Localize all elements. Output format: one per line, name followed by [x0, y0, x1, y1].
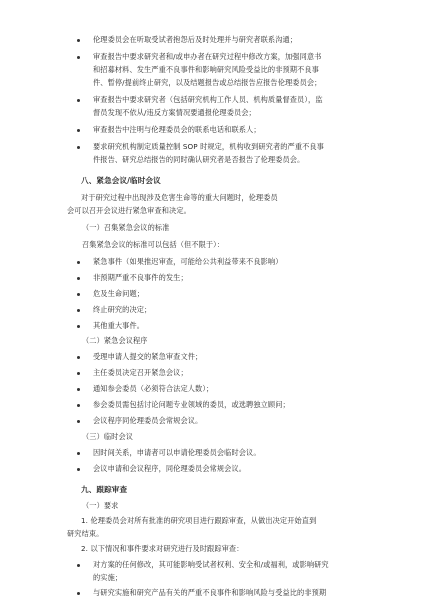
text-line: （三）临时会议	[82, 432, 134, 441]
bullet-icon	[77, 146, 80, 149]
text-line: 召集紧急会议的标准可以包括（但不限于）：	[82, 240, 225, 249]
text-line: 件、暂停/提前终止研究，以及结题报告或总结报告应报告伦理委员会；	[93, 78, 322, 87]
bullet-icon	[77, 39, 80, 42]
bullet-icon	[77, 468, 80, 471]
text-line: 对方案的任何修改，其可能影响受试者权利、安全和/或福利，或影响研究	[93, 560, 329, 569]
text-line: 研究结束。	[67, 529, 104, 538]
text-line: 紧急事件（如果推迟审查，可能给公共利益带来不良影响）	[93, 257, 283, 266]
text-line: 件报告、研究总结报告的同时确认研究者是否报告了伦理委员会。	[93, 155, 305, 164]
bullet-icon	[77, 325, 80, 328]
bullet-icon	[77, 404, 80, 407]
text-line: 会可以召开会议进行紧急审查和决定。	[67, 206, 191, 215]
bullet-icon	[77, 293, 80, 296]
text-line: 非预期严重不良事件的发生；	[93, 273, 188, 282]
bullet-icon	[77, 277, 80, 280]
bullet-icon	[77, 452, 80, 455]
text-line: 受理申请人提交的紧急审查文件；	[93, 352, 203, 361]
text-line: 因时间关系，申请者可以申请伦理委员会临时会议。	[93, 448, 261, 457]
text-line: 主任委员决定召开紧急会议；	[93, 368, 188, 377]
text-line: 与研究实施和研究产品有关的严重不良事件和影响风险与受益比的非预期	[93, 588, 327, 597]
section-heading: 八、紧急会议/临时会议	[81, 176, 161, 185]
bullet-icon	[77, 592, 80, 595]
text-line: 参会委员需包括讨论问题专业领域的委员，或选聘独立顾问；	[93, 400, 290, 409]
bullet-icon	[77, 564, 80, 567]
text-line: 2. 以下情况和事件要求对研究进行及时跟踪审查：	[81, 544, 244, 553]
text-line: 通知参会委员（必须符合法定人数）；	[93, 384, 214, 393]
text-line: （一）召集紧急会议的标准	[82, 223, 170, 232]
text-line: 会议程序同伦理委员会常规会议。	[93, 416, 203, 425]
bullet-icon	[77, 261, 80, 264]
bullet-icon	[77, 309, 80, 312]
text-line: 审查报告中要求研究者（包括研究机构工作人员、机构质量督查员），监	[93, 95, 323, 104]
text-line: 和招募材料、发生严重不良事件和影响研究风险受益比的非预期不良事	[93, 65, 319, 74]
bullet-icon	[77, 356, 80, 359]
text-line: 危及生命问题；	[93, 289, 145, 298]
bullet-icon	[77, 388, 80, 391]
text-line: （二）紧急会议程序	[82, 336, 148, 345]
text-line: （一）要求	[82, 501, 119, 510]
text-line: 1. 伦理委员会对所有批准的研究项目进行跟踪审查，从做出决定开始直到	[81, 516, 317, 525]
text-line: 伦理委员会在听取受试者抱怨后及时处理并与研究者联系沟通；	[93, 35, 298, 44]
text-line: 对于研究过程中出现涉及危害生命等的重大问题时，伦理委员	[81, 193, 278, 202]
text-line: 其他重大事件。	[93, 321, 145, 330]
text-line: 督员发现不依从/违反方案情况要通报伦理委员会；	[93, 108, 256, 117]
bullet-icon	[77, 99, 80, 102]
bullet-icon	[77, 56, 80, 59]
text-line: 会议申请和会议程序，同伦理委员会常规会议。	[93, 464, 247, 473]
text-line: 的实施；	[93, 573, 123, 582]
text-line: 审查报告中注明与伦理委员会的联系电话和联系人；	[93, 125, 261, 134]
text-line: 终止研究的决定；	[93, 305, 152, 314]
bullet-icon	[77, 420, 80, 423]
text-line: 要求研究机构制定质量控制 SOP 时规定，机构收到研究者的严重不良事	[93, 142, 324, 151]
bullet-icon	[77, 372, 80, 375]
section-heading: 九、跟踪审查	[81, 485, 128, 494]
bullet-icon	[77, 129, 80, 132]
text-line: 审查报告中要求研究者和/或申办者在研究过程中修改方案，加强同意书	[93, 52, 322, 61]
